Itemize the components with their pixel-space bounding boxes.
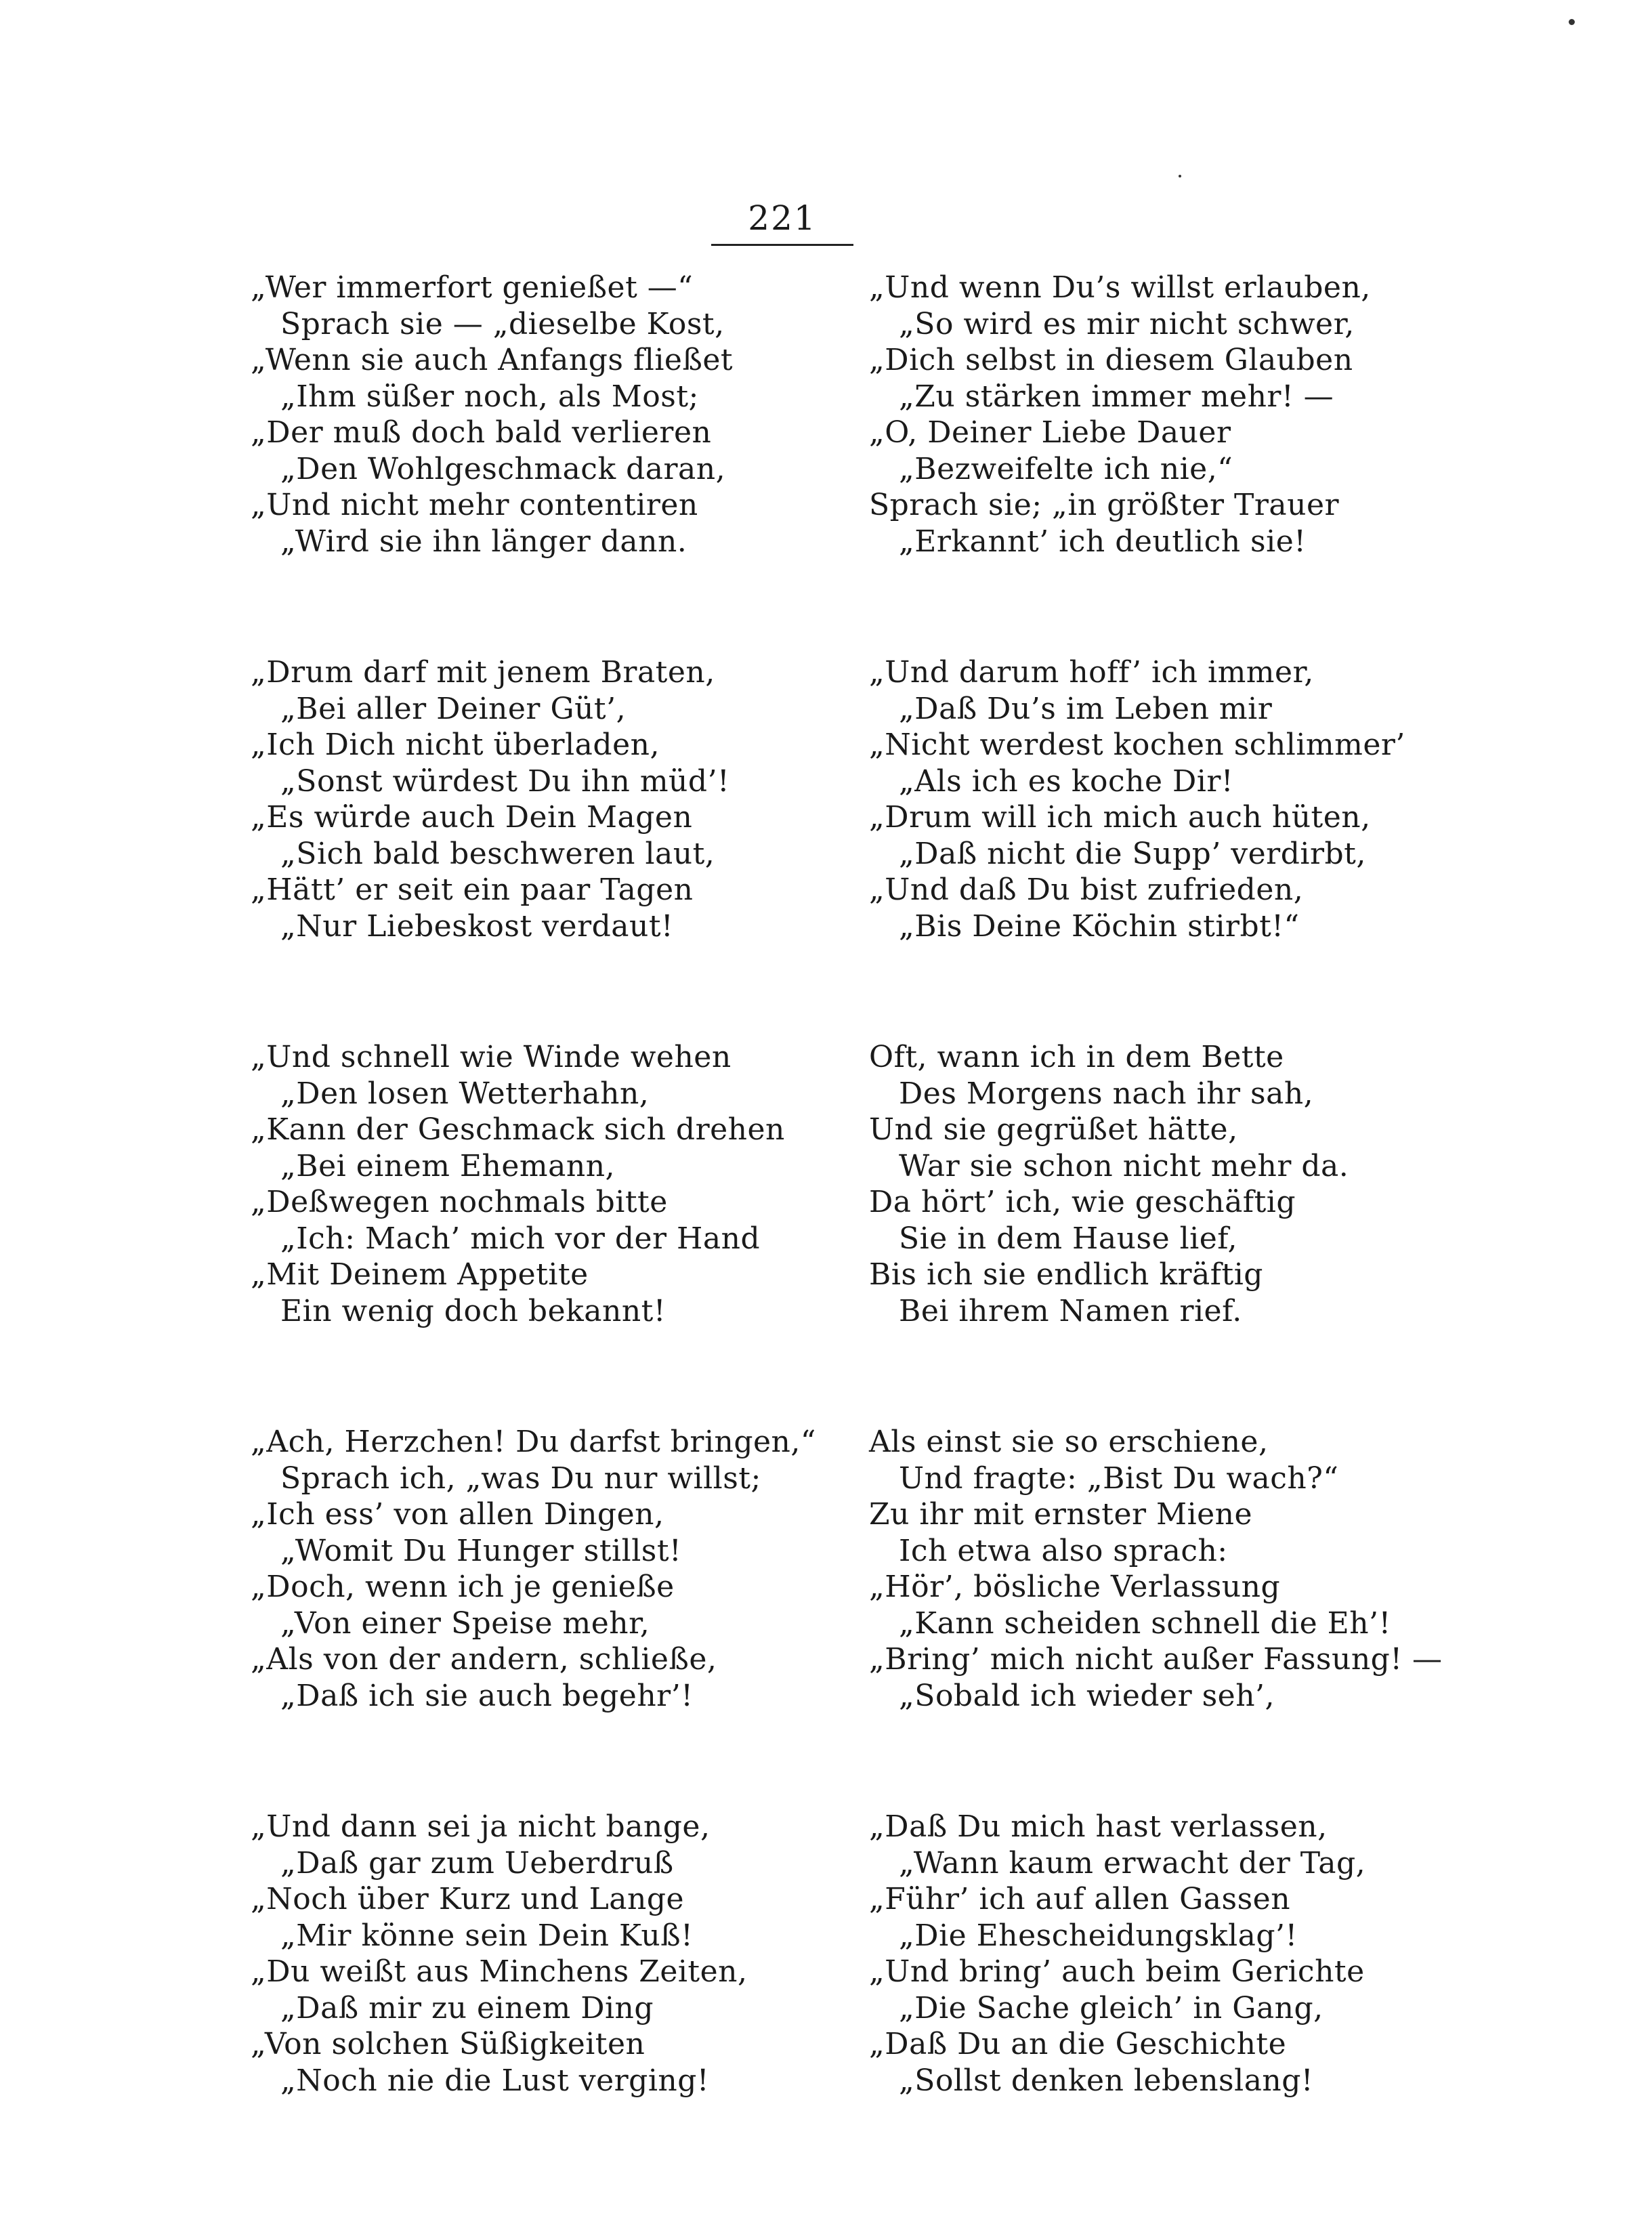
verse-line: Sprach sie — „dieselbe Kost,: [280, 306, 725, 341]
verse-line: Als einst sie so erschiene,: [869, 1425, 1269, 1459]
verse-line: Bis ich sie endlich kräftig: [869, 1257, 1263, 1292]
verse-line: „Wer immerfort genießet —“: [251, 270, 694, 305]
verse-line: „Und darum hoff’ ich immer,: [869, 655, 1314, 690]
verse-line: „Und nicht mehr contentiren: [251, 488, 698, 522]
verse-line: „Als ich es koche Dir!: [899, 763, 1234, 799]
verse-line: „Der muß doch bald verlieren: [251, 415, 712, 450]
verse-line: „Deßwegen nochmals bitte: [251, 1185, 668, 1219]
verse-line: Sprach ich, „was Du nur willst;: [280, 1461, 761, 1496]
verse-line: „Von einer Speise mehr,: [280, 1605, 650, 1641]
verse-line: „Mit Deinem Appetite: [251, 1257, 589, 1292]
verse-line: „Bei aller Deiner Güt’,: [280, 691, 627, 726]
verse-line: „Daß Du an die Geschichte: [869, 2027, 1287, 2061]
stanza: [251, 654, 928, 944]
verse-line: „Noch über Kurz und Lange: [251, 1882, 685, 1916]
verse-line: „Hätt’ er seit ein paar Tagen: [251, 873, 694, 907]
verse-line: „Führ’ ich auf allen Gassen: [869, 1882, 1291, 1916]
verse-line: „Sobald ich wieder seh’,: [899, 1678, 1275, 1713]
verse-line: Und sie gegrüßet hätte,: [869, 1112, 1238, 1147]
verse-line: „Die Ehescheidungsklag’!: [899, 1918, 1298, 1953]
verse-line: „Ach, Herzchen! Du darfst bringen,“: [251, 1425, 816, 1459]
verse-line: Sprach sie; „in größter Trauer: [869, 488, 1340, 522]
stanza: [251, 1809, 928, 2099]
verse-line: „Nicht werdest kochen schlimmer’: [869, 728, 1405, 762]
verse-line: Und fragte: „Bist Du wach?“: [899, 1461, 1339, 1496]
verse-line: Ein wenig doch bekannt!: [280, 1293, 666, 1328]
left-column: [251, 270, 928, 2193]
verse-line: „Kann scheiden schnell die Eh’!: [899, 1605, 1391, 1641]
verse-line: Zu ihr mit ernster Miene: [869, 1497, 1253, 1532]
verse-line: „Dich selbst in diesem Glauben: [869, 343, 1353, 377]
verse-line: „Du weißt aus Minchens Zeiten,: [251, 1954, 748, 1989]
verse-line: „Zu stärken immer mehr! —: [899, 379, 1334, 414]
verse-line: „Womit Du Hunger stillst!: [280, 1533, 682, 1568]
verse-line: „Daß Du’s im Leben mir: [899, 691, 1273, 726]
verse-line: War sie schon nicht mehr da.: [899, 1148, 1349, 1183]
verse-line: „Bei einem Ehemann,: [280, 1148, 616, 1183]
verse-line: „Die Sache gleich’ in Gang,: [899, 1990, 1323, 2025]
verse-line: „Bring’ mich nicht außer Fassung! —: [869, 1642, 1443, 1677]
verse-line: „Ihm süßer noch, als Most;: [280, 379, 699, 414]
verse-line: „Mir könne sein Dein Kuß!: [280, 1918, 694, 1953]
verse-line: „Bezweifelte ich nie,“: [899, 451, 1233, 486]
verse-line: „O, Deiner Liebe Dauer: [869, 415, 1231, 450]
verse-line: „Wenn sie auch Anfangs fließet: [251, 343, 734, 377]
stanza: [869, 270, 1546, 560]
verse-line: „Daß ich sie auch begehr’!: [280, 1678, 694, 1713]
page-number: 221: [748, 198, 817, 238]
page-number-rule: [711, 244, 853, 246]
verse-line: „Den Wohlgeschmack daran,: [280, 451, 726, 486]
verse-line: „Sollst denken lebenslang!: [899, 2063, 1314, 2098]
verse-line: „Als von der andern, schließe,: [251, 1642, 717, 1677]
verse-line: Ich etwa also sprach:: [899, 1533, 1228, 1568]
verse-line: Oft, wann ich in dem Bette: [869, 1040, 1284, 1074]
verse-line: „Ich: Mach’ mich vor der Hand: [280, 1221, 761, 1256]
stanza: [251, 270, 928, 560]
verse-line: „Daß gar zum Ueberdruß: [280, 1845, 674, 1881]
verse-line: Sie in dem Hause lief,: [899, 1221, 1237, 1256]
verse-line: „Sich bald beschweren laut,: [280, 836, 715, 871]
verse-line: „Von solchen Süßigkeiten: [251, 2027, 645, 2061]
stanza: [251, 1039, 928, 1329]
stanza: [251, 1424, 928, 1714]
stanza: [869, 1809, 1546, 2099]
stanza: [869, 1424, 1546, 1714]
verse-line: „Und wenn Du’s willst erlauben,: [869, 270, 1371, 305]
verse-line: „Noch nie die Lust verging!: [280, 2063, 710, 2098]
verse-line: „Wird sie ihn länger dann.: [280, 524, 687, 559]
verse-line: „Kann der Geschmack sich drehen: [251, 1112, 785, 1147]
verse-line: „Erkannt’ ich deutlich sie!: [899, 524, 1307, 559]
verse-line: „Sonst würdest Du ihn müd’!: [280, 763, 730, 799]
verse-line: „Daß nicht die Supp’ verdirbt,: [899, 836, 1366, 871]
verse-line: „Und dann sei ja nicht bange,: [251, 1809, 711, 1844]
ink-speck: [1569, 19, 1575, 25]
stanza: [869, 1039, 1546, 1329]
verse-line: Bei ihrem Namen rief.: [899, 1293, 1242, 1328]
verse-line: „Und schnell wie Winde wehen: [251, 1040, 732, 1074]
verse-line: Des Morgens nach ihr sah,: [899, 1076, 1314, 1111]
verse-line: „Drum will ich mich auch hüten,: [869, 800, 1371, 835]
right-column: [869, 270, 1546, 2193]
verse-line: „Und bring’ auch beim Gerichte: [869, 1954, 1365, 1989]
verse-line: „Ich Dich nicht überladen,: [251, 728, 660, 762]
verse-line: „Bis Deine Köchin stirbt!“: [899, 908, 1300, 944]
verse-line: „Wann kaum erwacht der Tag,: [899, 1845, 1366, 1881]
verse-line: „Daß Du mich hast verlassen,: [869, 1809, 1328, 1844]
verse-line: „Nur Liebeskost verdaut!: [280, 908, 674, 944]
verse-line: Da hört’ ich, wie geschäftig: [869, 1185, 1296, 1219]
verse-line: „Doch, wenn ich je genieße: [251, 1570, 675, 1604]
stanza: [869, 654, 1546, 944]
verse-line: „Hör’, bösliche Verlassung: [869, 1570, 1281, 1604]
verse-line: „Daß mir zu einem Ding: [280, 1990, 654, 2025]
verse-line: „Es würde auch Dein Magen: [251, 800, 693, 835]
verse-line: „So wird es mir nicht schwer,: [899, 306, 1355, 341]
verse-line: „Und daß Du bist zufrieden,: [869, 873, 1304, 907]
verse-line: „Ich ess’ von allen Dingen,: [251, 1497, 664, 1532]
verse-line: „Drum darf mit jenem Braten,: [251, 655, 715, 690]
verse-line: „Den losen Wetterhahn,: [280, 1076, 650, 1111]
ink-speck: [1179, 175, 1181, 177]
